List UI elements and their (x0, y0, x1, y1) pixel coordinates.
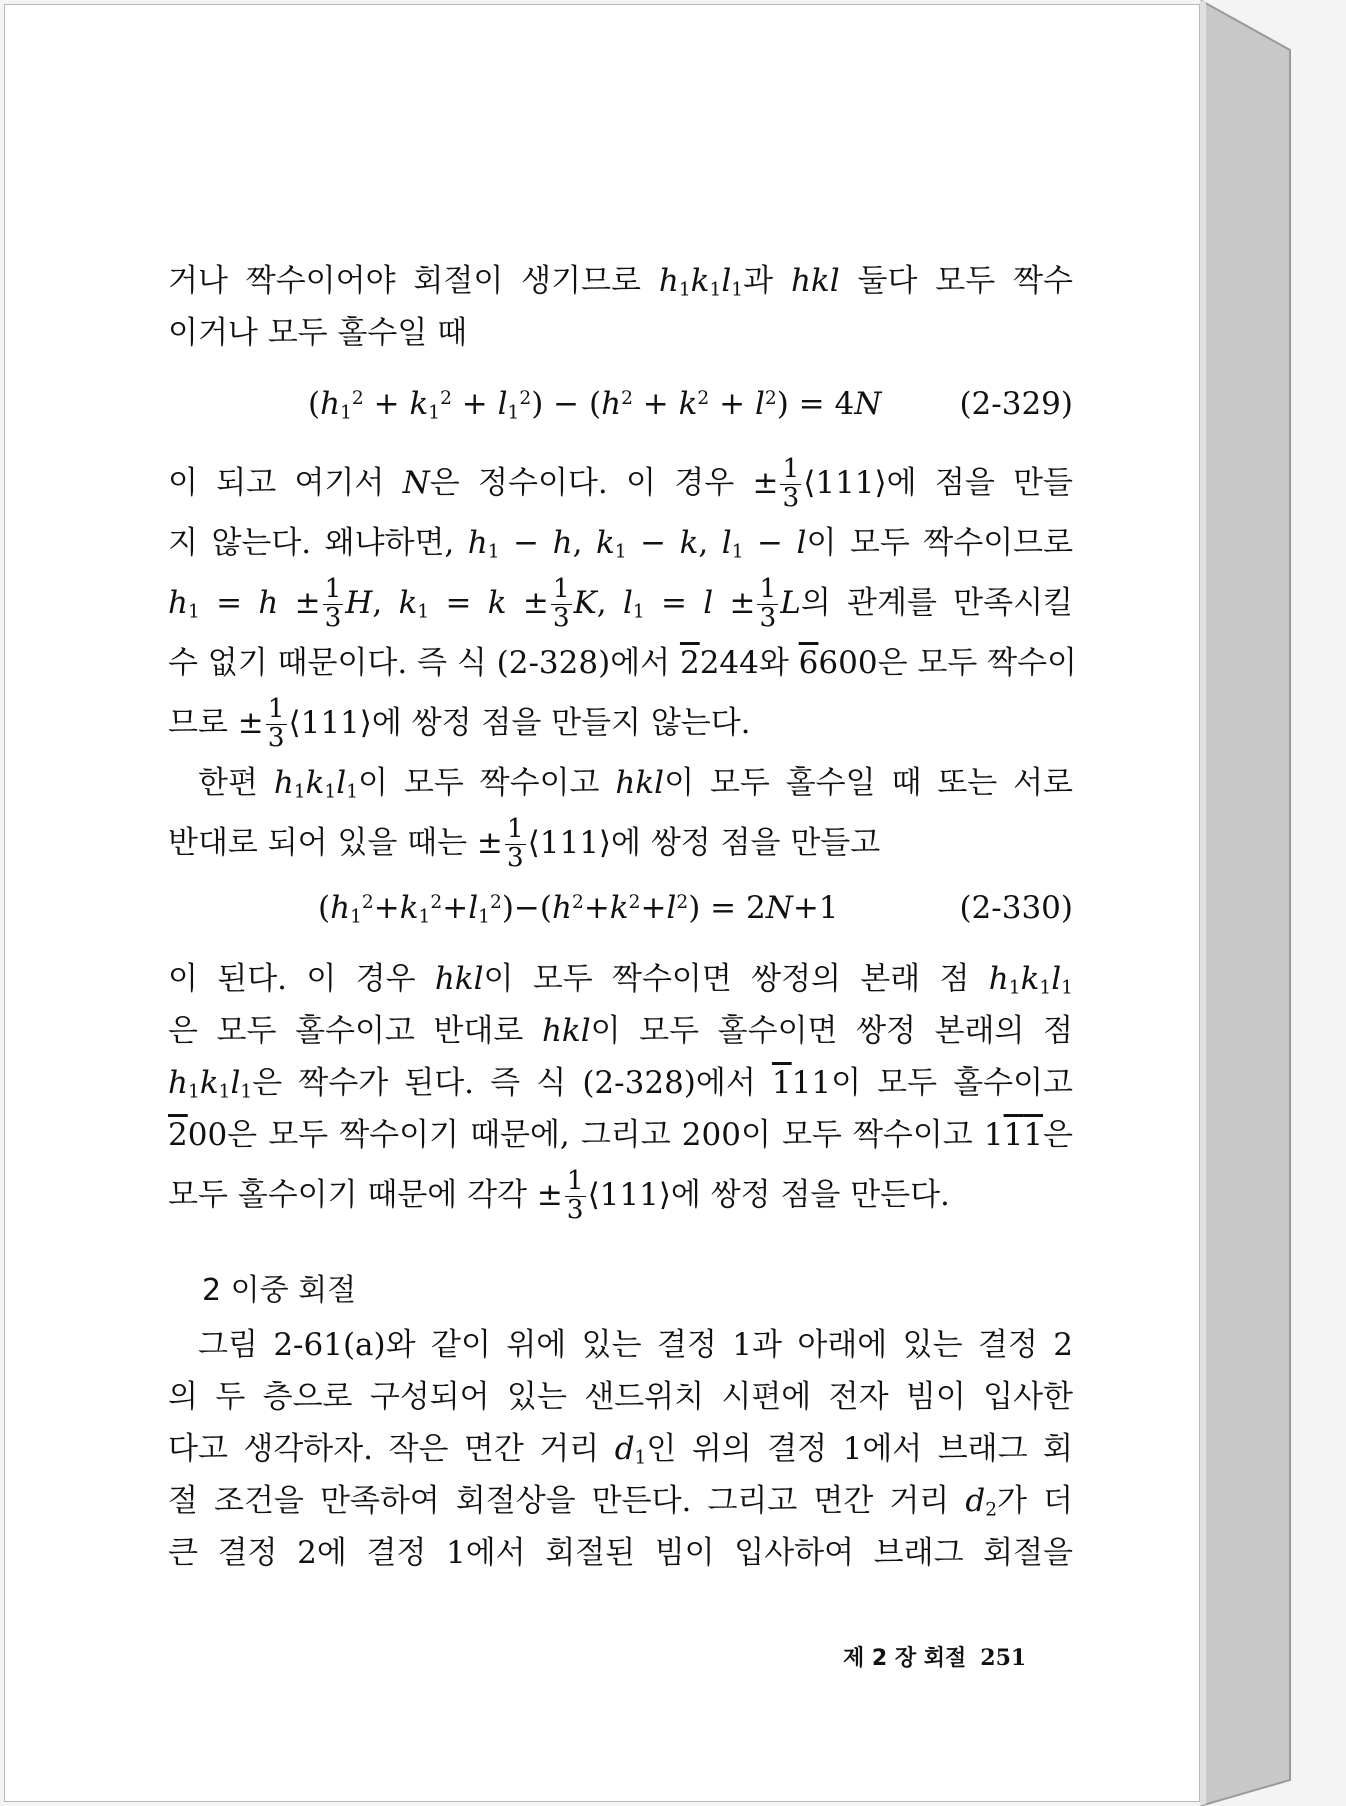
book-page (4, 4, 1200, 1802)
text-line: 지 않는다. 왜냐하면, $h_1 - h$, $k_1 - k$, $l_1 - l$이 모두 짝수이므로 (168, 525, 1074, 563)
page-number: 251 (980, 1645, 1027, 1671)
text-line: 수 없기 때문이다. 즉 식 (2-328)에서 2244와 6600은 모두 짝수이 (168, 645, 1077, 681)
text-line: 이 된다. 이 경우 hkl이 모두 짝수이면 쌍정의 본래 점 $h_1k_1l_1$ (168, 961, 1073, 999)
text-line: 모두 홀수이기 때문에 각각 ± $\frac{1}{3}$ ⟨111⟩에 쌍정 점을 만든다. (168, 1166, 950, 1225)
page-footer (843, 1641, 1026, 1672)
text-line: 반대로 되어 있을 때는 ± $\frac{1}{3}$ ⟨111⟩에 쌍정 점을 만들고 (168, 814, 881, 873)
text-line: 그림 2-61(a)와 같이 위에 있는 결정 1과 아래에 있는 결정 2 (198, 1327, 1073, 1363)
text-line: $h_1k_1l_1$은 짝수가 된다. 즉 식 (2-328)에서 111이 모두 홀수이고 (168, 1065, 1073, 1103)
text-line: 이 되고 여기서 N은 정수이다. 이 경우 ± $\frac{1}{3}$ ⟨111⟩에 점을 만들 (168, 454, 1073, 513)
page-body (168, 255, 1077, 1579)
text-line: 절 조건을 만족하여 회절상을 만든다. 그리고 면간 거리 $d_2$가 더 (168, 1483, 1074, 1521)
equation-number: (2-330) (959, 890, 1073, 926)
text-line: 한편 $h_1k_1l_1$이 모두 짝수이고 hkl이 모두 홀수일 때 또는 서로 (198, 765, 1074, 803)
text-line: 은 모두 홀수이고 반대로 hkl이 모두 홀수이면 쌍정 본래의 점 (168, 1013, 1073, 1049)
text-line: 이거나 모두 홀수일 때 (168, 315, 468, 351)
chapter-label: 제 2 장 회절 (843, 1646, 967, 1671)
text-line: 큰 결정 2에 결정 1에서 회절된 빔이 입사하여 브래그 회절을 (168, 1535, 1073, 1571)
equation-number: (2-329) (959, 386, 1073, 422)
text-line: $h_1 = h$ ± $\frac{1}{3}$ H, $k_1 = k$ ± $\frac{1}{3}$ K, $l_1 = l$ ± $\frac{1}{3}$ L의 관계를 만족시킬 (168, 574, 1073, 633)
section-heading: 2 이중 회절 (202, 1273, 357, 1308)
text-line: 다고 생각하자. 작은 면간 거리 $d_1$인 위의 결정 1에서 브래그 회 (168, 1431, 1073, 1469)
book-edge (1200, 0, 1346, 1806)
fraction-one-third: $\frac{1}{3}$ (782, 454, 800, 513)
text-line: 므로 ± $\frac{1}{3}$ ⟨111⟩에 쌍정 점을 만들지 않는다. (168, 694, 751, 753)
equation-2-329: $(h_1^2 + k_1^2 + l_1^2) - (h^2 + k^2 + l^2) = 4N$ (2-329) (168, 373, 1073, 435)
text-line: 200은 모두 짝수이기 때문에, 그리고 200이 모두 짝수이고 111은 (168, 1117, 1073, 1153)
text-line: 거나 짝수이어야 회절이 생기므로 $h_1k_1l_1$과 hkl 둘다 모두 짝수 (168, 263, 1073, 301)
text-line: 의 두 층으로 구성되어 있는 샌드위치 시편에 전자 빔이 입사한 (168, 1379, 1073, 1415)
equation-2-330: $(h_1^2+k_1^2+l_1^2)-(h^2+k^2+l^2) = 2N+1$ (2-330) (168, 877, 1073, 939)
